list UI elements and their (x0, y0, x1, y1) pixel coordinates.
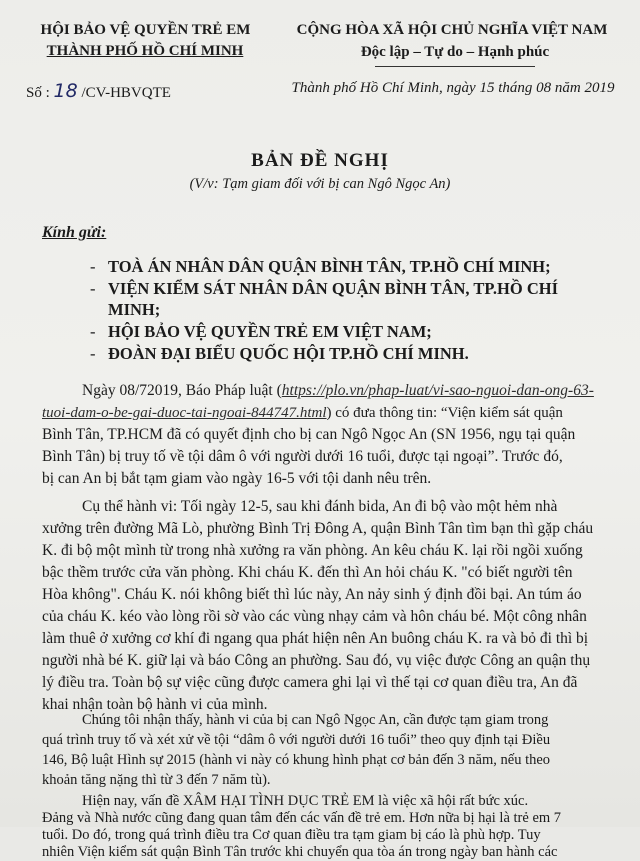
org-name-line1: HỘI BẢO VỆ QUYỀN TRẺ EM (40, 22, 251, 38)
para2-line: bậc thềm trước cửa văn phòng. Khi cháu K. đến thì An hỏi cháu K. "có biết người tên (42, 564, 573, 581)
para4-line: nhiên Viện kiểm sát quận Bình Tân trước khi chuyển qua tòa án trong ngày ban hành các (42, 844, 558, 860)
recipient-item: - VIỆN KIỂM SÁT NHÂN DÂN QUẬN BÌNH TÂN, TP.HỒ CHÍ (90, 279, 559, 298)
document-title: BẢN ĐỀ NGHỊ (251, 150, 389, 171)
para2-line: xưởng trên đường Mã Lò, phường Bình Trị Đông A, quận Bình Tân tìm bạn thì gặp cháu (42, 520, 594, 537)
recipient-item-continued: MINH; (108, 300, 161, 319)
para1-text: Ngày 08/72019, Báo Pháp luật ( (82, 382, 282, 399)
document-number (26, 80, 171, 102)
para1-line: Bình Tân) bị truy tố về tội dâm ô với người dưới 16 tuổi, được tại ngoại”. Trước đó, (42, 448, 563, 465)
paragraph-1 (42, 380, 624, 490)
para2-line: làm thuê ở xưởng cơ khí đi ngang qua phát hiện nên An buông cháu K. ra và bỏ đi thì bị (42, 630, 589, 647)
para1-text: ) có đưa thông tin: “Viện kiểm sát quận (326, 405, 563, 421)
paragraph-4 (42, 793, 624, 861)
para2-line: người nhà bé K. giữ lại và báo Công an phường. Sau đó, vụ việc được Công an quận thụ (42, 652, 591, 669)
recipient-item: - TOÀ ÁN NHÂN DÂN QUẬN BÌNH TÂN, TP.HỒ CHÍ MINH; (90, 257, 551, 276)
para2-line: K. đi bộ một mình từ trong nhà xưởng ra văn phòng. An kêu cháu K. lại rồi ngồi xuống (42, 542, 583, 559)
para1-line: Bình Tân, TP.HCM đã có quyết định cho bị can Ngô Ngọc An (SN 1956, ngụ tại quận (42, 426, 576, 443)
national-motto: Độc lập – Tự do – Hạnh phúc (360, 44, 550, 60)
motto-underline (375, 66, 535, 67)
republic-heading: CỘNG HÒA XÃ HỘI CHỦ NGHĨA VIỆT NAM (296, 22, 608, 38)
doc-number-prefix: Số : (26, 85, 50, 101)
para2-line: của cháu K. kéo vào lòng rồi sờ vào các vùng nhạy cảm và hôn cháu bé. Một công nhân (42, 608, 587, 625)
salutation: Kính gửi: (42, 224, 107, 241)
para4-line: Đảng và Nhà nước cũng đang quan tâm đến các vấn đề trẻ em. Hơn nữa bị hại là trẻ em 7 (42, 810, 562, 826)
para2-line: lý điều tra. Toàn bộ sự việc cũng được camera ghi lại vì thế tại cơ quan điều tra, An đã (42, 674, 578, 691)
recipient-item: - HỘI BẢO VỆ QUYỀN TRẺ EM VIỆT NAM; (90, 322, 432, 341)
para3-line: Chúng tôi nhận thấy, hành vi của bị can Ngô Ngọc An, cần được tạm giam trong (82, 712, 549, 728)
article-link[interactable]: https://plo.vn/phap-luat/vi-sao-nguoi-dan-ong-63- (281, 382, 594, 399)
document-subtitle: (V/v: Tạm giam đối với bị can Ngô Ngọc An) (189, 176, 451, 192)
paragraph-3 (42, 710, 624, 790)
doc-number-handwritten: 18 (53, 80, 78, 102)
paragraph-2 (42, 496, 624, 716)
place-date: Thành phố Hồ Chí Minh, ngày 15 tháng 08 năm 2019 (291, 80, 615, 96)
para4-line: tuổi. Do đó, trong quá trình điều tra Cơ quan điều tra tạm giam bị cáo là phù hợp. Tuy (42, 827, 541, 843)
org-name-line2: THÀNH PHỐ HỒ CHÍ MINH (46, 43, 244, 59)
para1-line: bị can An bị bắt tạm giam vào ngày 16-5 với tội danh nêu trên. (42, 470, 432, 487)
para2-line: Cụ thể hành vi: Tối ngày 12-5, sau khi đánh bida, An đi bộ vào một hẻm nhà (82, 498, 558, 515)
para3-line: 146, Bộ luật Hình sự 2015 (hành vi này có khung hình phạt cơ bản đến 3 năm, nếu theo (42, 752, 551, 768)
para4-line: Hiện nay, vấn đề XÂM HẠI TÌNH DỤC TRẺ EM là việc xã hội rất bức xúc. (82, 793, 529, 809)
para3-line: quá trình truy tố và xét xử về tội “dâm ô với người dưới 16 tuổi” theo quy định tại Điều (42, 732, 551, 748)
doc-number-suffix: /CV-HBVQTE (81, 85, 171, 101)
para3-line: khoản tăng nặng thì từ 3 đến 7 năm tù). (42, 772, 271, 788)
para2-line: Hòa không". Cháu K. nói không biết thì lúc này, An nảy sinh ý định đồi bại. An túm áo (42, 586, 582, 603)
para2-line: khai nhận toàn bộ hành vi của mình. (42, 696, 268, 713)
article-link-continued[interactable]: tuoi-dam-o-be-gai-duoc-tai-ngoai-844747.html (42, 405, 327, 421)
recipient-item: - ĐOÀN ĐẠI BIỂU QUỐC HỘI TP.HỒ CHÍ MINH. (90, 344, 469, 363)
